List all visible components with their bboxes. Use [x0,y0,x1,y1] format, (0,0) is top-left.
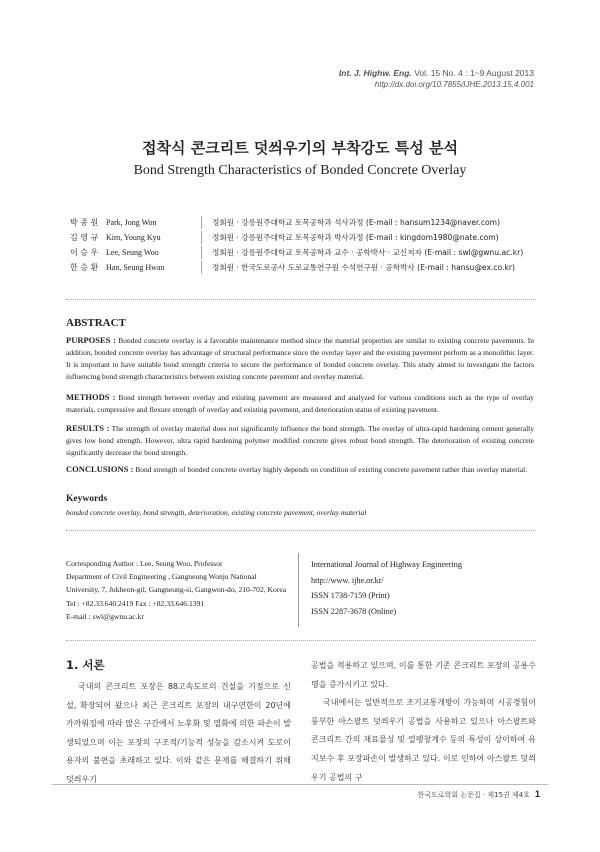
body-paragraph: 국내에서는 일반적으로 조기교통개방이 가능하며 시공경험이 풍부한 아스팔트 덧씌우기 공법을 사용하고 있으나 아스팔트와 콘크리트 간의 재료물성 및 열팽창계수 등의 특성이 상이하여 유지보수 후 포장파손이 발생하고 있다. 이로 인하여 아스팔트 덧씌우기 공법의 구 [311,698,536,782]
author-name-ko: 한 승 환 [70,263,99,272]
doi-link[interactable]: http://dx.doi.org/10.7855/IJHE.2013.15.4.001 [374,80,534,89]
title-korean: 접착식 콘크리트 덧씌우기의 부착강도 특성 분석 [142,139,458,157]
results-label: RESULTS : [66,423,110,433]
page-number: 1 [534,789,540,799]
author-name-en: Kim, Young Kyu [106,233,161,242]
abstract-purposes [66,334,534,383]
body-text-left: 국내의 콘크리트 포장은 88고속도로의 건설을 기점으로 신설, 확장되어 왔으나 최근 콘크리트 포장의 내구연한이 20년에 가까워짐에 따라 많은 구간에서 노후화 및 열화에 의한 파손이 발생되었으며 이는 포장의 구조적/기능적 성능을 감소시켜 도로이용자의 불편을 초래하고 있다. 이와 같은 문제를 해결하기 위해 덧씌우기 [66,682,291,784]
journal-url[interactable]: http://www. ijhe.or.kr/ [311,575,384,585]
author-affiliation: 정회원 · 한국도로공사 도로교통연구원 수석연구원 · 공학박사 (E-mail : hansu@ex.co.kr) [212,263,515,272]
author-name-en: Lee, Seung Woo [106,248,159,257]
body-text-right [311,657,536,787]
author-row [70,230,523,245]
journal-name: Int. J. Highw. Eng. [338,68,412,78]
journal-info-line: International Journal of Highway Engineering [311,560,462,569]
methods-label: METHODS : [66,392,116,402]
author-affiliation: 정회원 · 강릉원주대학교 토목공학과 박사과정 (E-mail : kingdom1980@nate.com) [212,233,499,242]
footer-journal: 한국도로학회 논문집 · 제15권 제4호 [417,791,530,799]
author-name-en: Han, Seung Hwan [106,263,165,272]
author-list [70,215,523,275]
divider [66,530,536,531]
author-name-ko: 박 종 원 [70,218,99,227]
correspondence-line: Department of Civil Engineering , Gangneung Wonju National [66,572,257,582]
author-name-en: Park, Jong Won [106,218,157,227]
methods-text: Bond strength between overlay and existing pavement are measured and analyzed for various conditions such as the type of overlay materials, compressive and flexure strength of overlay and existing pavement, and deterioration status of existing pavement. [66,393,535,414]
purposes-label: PURPOSES : [66,335,116,345]
correspondence-block [66,557,286,623]
correspondence-line: Corresponding Author : Lee, Seung Woo, Professor [66,559,223,568]
author-separator [201,261,212,274]
author-name-ko: 김 영 규 [70,233,99,242]
journal-citation [339,68,534,78]
author-row [70,260,523,275]
journal-info-line: ISSN 2287-3678 (Online) [311,606,397,616]
body-paragraph: 공법을 적용하고 있으며, 이를 통한 기존 콘크리트 포장의 공용수명을 증가시키고 있다. [311,661,536,689]
divider [66,640,536,641]
vertical-divider [298,553,299,627]
volume-info: Vol. 15 No. 4 : 1~9 August 2013 [414,68,534,78]
conclusions-text: Bond strength of bonded concrete overlay highly depends on condition of existing concrete pavement rather than overlay material. [135,465,528,474]
correspondence-line: Tel : +82.33.640.2419 Fax : +82.33.646.1391 [66,598,205,608]
author-row [70,245,523,260]
journal-info-block [311,557,462,619]
abstract-heading: ABSTRACT [66,317,126,329]
title-english: Bond Strength Characteristics of Bonded Concrete Overlay [133,163,467,178]
keywords-heading: Keywords [66,494,108,504]
author-affiliation: 정회원 · 강릉원주대학교 토목공학과 교수 · 공학박사 · 교신저자 (E-mail : swl@gwnu.ac.kr) [212,248,524,257]
correspondence-line: University, 7, Jukheon-gil, Gangneung-si, Gangwon-do, 210-702, Korea [66,585,287,595]
abstract-conclusions [66,463,534,476]
divider [66,299,536,300]
author-separator [201,231,212,244]
results-text: The strength of overlay material does not significantly influence the bond strength. The overlay of ultra-rapid hardening cement generally gives low bond strength. However, ultra rapid hardening polymer modified concrete gives robust bond strength. The deterioration of existing concrete significantly decrease the bond strength. [66,424,534,457]
journal-info-line: ISSN 1738-7159 (Print) [311,591,390,601]
abstract-results [66,422,534,459]
author-row [70,215,523,230]
author-separator [201,246,212,259]
abstract-methods [66,391,534,416]
correspondence-line: E-mail : swl@gwnu.ac.kr [66,611,144,621]
keywords-text: bonded concrete overlay, bond strength, deterioration, existing concrete pavement, overlay material [66,508,367,517]
section-heading: 1. 서론 [66,658,105,672]
author-separator [201,216,212,229]
conclusions-label: CONCLUSIONS : [66,464,134,474]
purposes-text: Bonded concrete overlay is a favorable maintenance method since the material properties are similar to existing concrete pavements. In addition, bonded concrete overlay has advantage of structural performance since the overlay layer and the existing pavement perform as a monolithic layer. It is important to have suitable bond strength criteria to secure the performance of bonded concrete overlay. This study aimed to investigate the factors influencing bond strength characteristics between existing concrete pavement and overlay material. [66,336,535,381]
author-affiliation: 정회원 · 강릉원주대학교 토목공학과 석사과정 (E-mail : hansum1234@naver.com) [212,218,501,227]
author-name-ko: 이 승 우 [70,248,99,257]
footer-rule [52,784,548,785]
